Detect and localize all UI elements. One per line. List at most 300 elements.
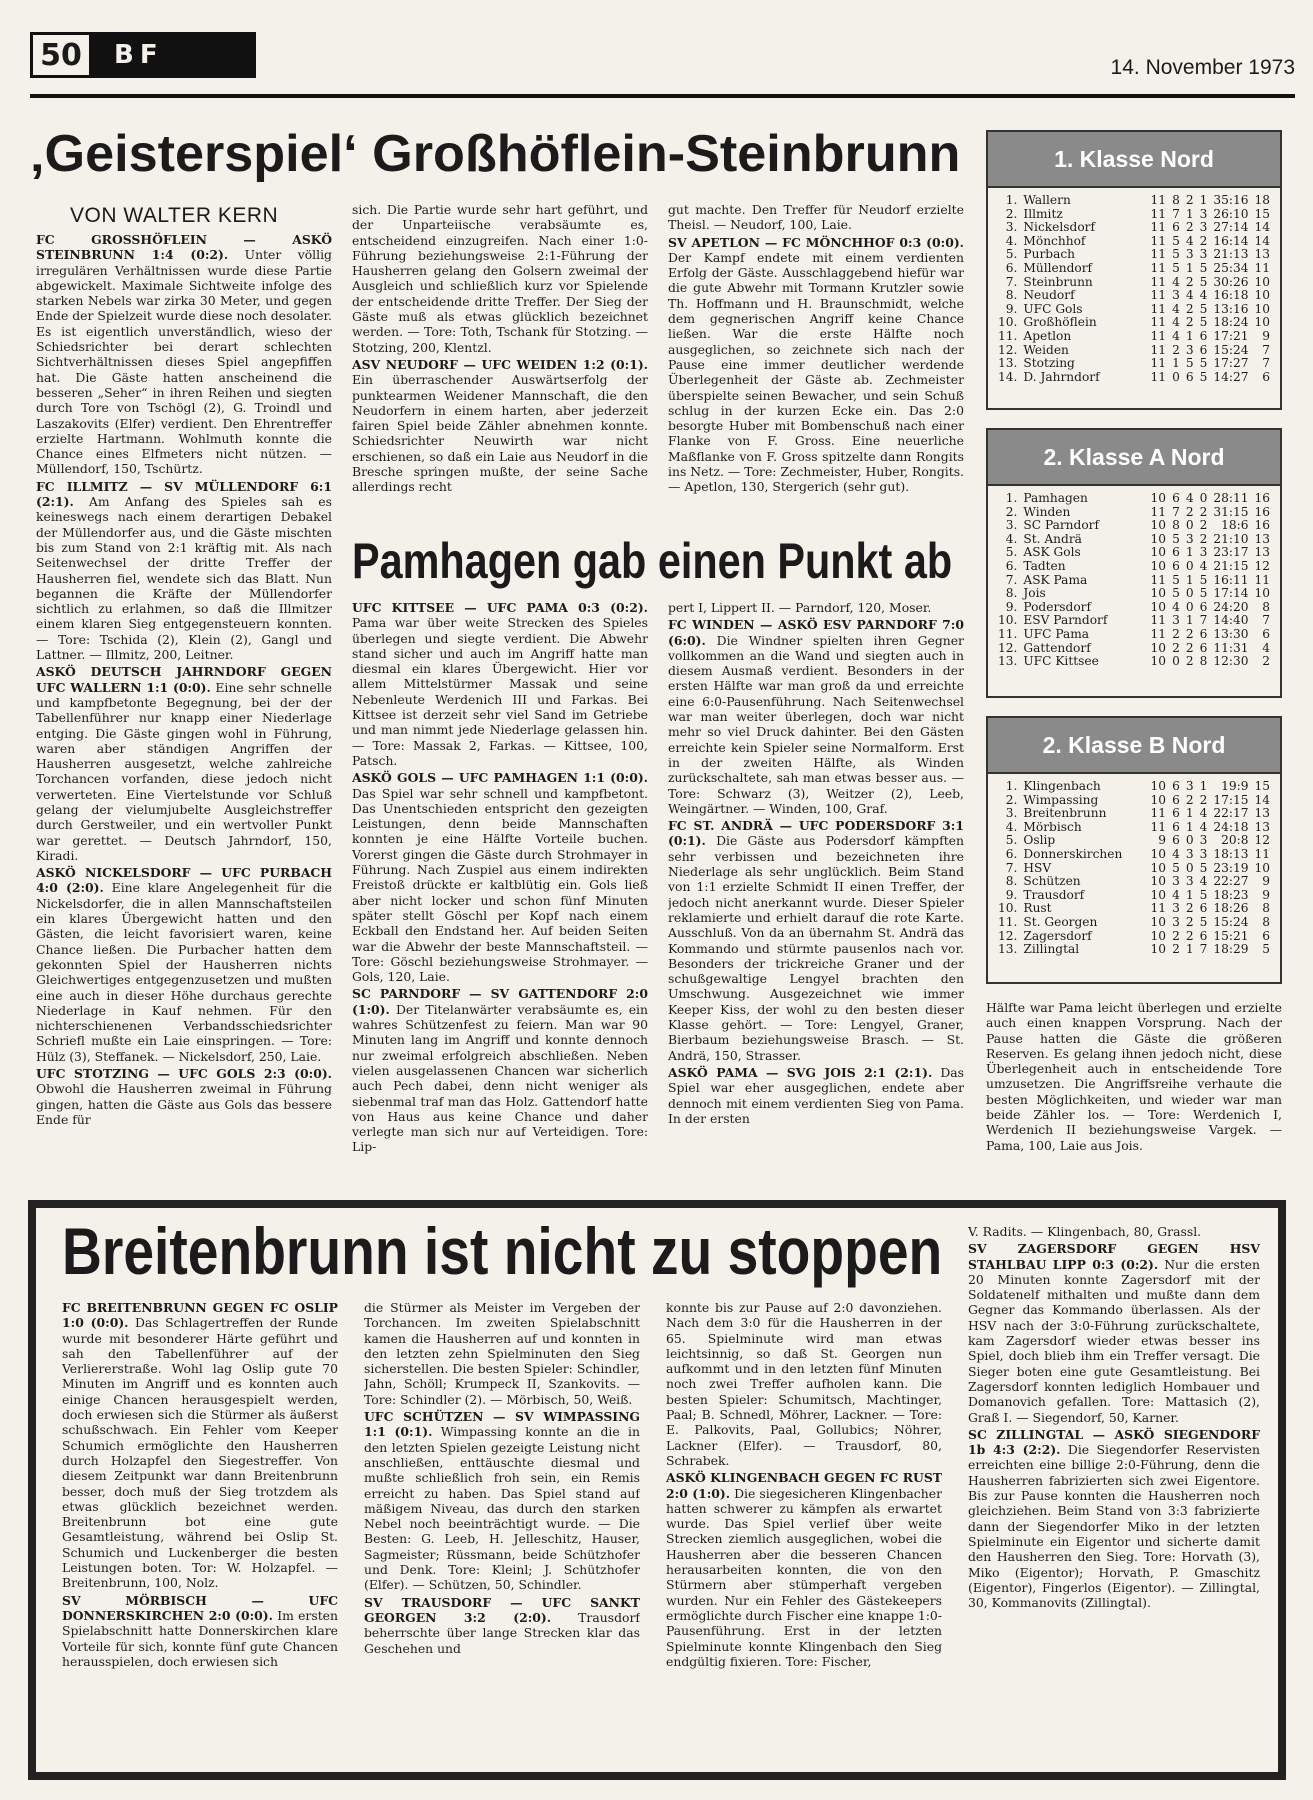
goals-cell: 20:8: [1221, 833, 1249, 848]
played-cell: 11: [1150, 626, 1167, 641]
drawn-cell: 0: [1185, 518, 1194, 533]
article-paragraph: [968, 1241, 1260, 1425]
played-cell: 9: [1158, 833, 1167, 848]
article-paragraph: [668, 235, 964, 495]
table-2-klasse-a-nord: [986, 428, 1282, 698]
won-cell: 4: [1172, 887, 1180, 902]
team-cell: Wallern: [1023, 193, 1071, 207]
won-cell: 5: [1172, 860, 1180, 875]
drawn-cell: 1: [1185, 613, 1194, 628]
played-cell: 11: [1150, 613, 1167, 628]
lost-cell: 4: [1199, 558, 1208, 573]
won-cell: 6: [1172, 792, 1180, 807]
rank-cell: 2.: [1005, 792, 1018, 807]
won-cell: 8: [1172, 193, 1180, 207]
table-row: [998, 316, 1270, 330]
won-cell: 6: [1172, 220, 1180, 235]
won-cell: 2: [1172, 626, 1180, 641]
table-row: [998, 794, 1270, 808]
rank-cell: 8.: [1005, 586, 1018, 601]
lost-cell: 2: [1199, 233, 1208, 248]
rank-cell: 8.: [1005, 288, 1018, 303]
team-cell: Neudorf: [1023, 288, 1075, 303]
points-cell: 9: [1262, 874, 1270, 889]
rank-cell: 2.: [1005, 206, 1018, 221]
lost-cell: 6: [1199, 626, 1208, 641]
goals-cell: 15:24: [1213, 914, 1249, 929]
table-row: [998, 642, 1270, 656]
won-cell: 4: [1172, 328, 1180, 343]
table-row: [998, 587, 1270, 601]
table-row: [998, 875, 1270, 889]
match-report: die Stürmer als Meister im Vergeben der Torchancen. Im zweiten Spielabschnitt kamen die Hausherren auf und konnten in den letzten zehn Spielminuten den Sieg sicherstellen. Die besten Spieler: Schindler, Jahn, Schöll; Krumpeck II, Szankovits. — Tore: Schindler (2). — Mörbisch, 50, Weiß.: [364, 1300, 640, 1407]
points-cell: 7: [1262, 356, 1270, 371]
points-cell: 13: [1254, 806, 1270, 821]
drawn-cell: 2: [1185, 901, 1194, 916]
match-report: gut machte. Den Treffer für Neudorf erzielte Theisl. — Neudorf, 100, Laie.: [668, 202, 964, 233]
points-cell: 15: [1254, 206, 1270, 221]
team-cell: HSV: [1023, 860, 1052, 875]
article1-column-1: [36, 232, 332, 1164]
points-cell: 11: [1254, 260, 1270, 275]
match-report: Obwohl die Hausherren zweimal in Führung gingen, hatten die Gäste aus Gols das bessere Ende für: [36, 1081, 332, 1127]
drawn-cell: 3: [1185, 846, 1194, 861]
team-cell: Donnerskirchen: [1023, 846, 1123, 861]
lost-cell: 6: [1199, 928, 1208, 943]
lost-cell: 2: [1199, 531, 1208, 546]
played-cell: 10: [1150, 586, 1167, 601]
table-row: [998, 371, 1270, 385]
match-report: Am Anfang des Spieles sah es keineswegs nach einem derartigen Debakel der Müllendorfer aus, und die Gäste mischten bis zum Stand von 2:1 kräftig mit. Als nach Seitenwechsel der dritte Treffer der Hausherren fiel, wendete sich das Blatt. Nun begannen die Kräfte der Müllendorfer sichtlich zu erlahmen, so daß die Illmitzer einem klaren Sieg entgegensteuern konnten. — Tore: Tschida (2), Klein (2), Gangl und Lattner. — Illmitz, 200, Leitner.: [36, 494, 332, 663]
rank-cell: 1.: [1005, 779, 1018, 793]
lost-cell: 6: [1199, 640, 1208, 655]
article1-headline: ‚Geisterspiel‘ Großhöflein-Steinbrunn: [30, 125, 961, 183]
match-heading: SC PARNDORF — SV GATTENDORF 2:0 (1:0).: [352, 986, 648, 1017]
team-cell: Mönchhof: [1023, 233, 1086, 248]
won-cell: 8: [1172, 518, 1180, 533]
drawn-cell: 5: [1185, 356, 1194, 371]
match-report: Der Kampf endete mit einem verdienten Erfolg der Gäste. Ausschlaggebend hiefür war die gute Abwehr mit Tormann Krutzler sowie Th. Hoffmann und H. Braunschmidt, welche dem gegnerischen Angriff keine Chance ließen. War die erste Hälfte noch ausgeglichen, so zeichnete sich nach der Pause eine immer deutlicher werdende Überlegenheit der Gäste ab. Zechmeister überspielte seinen Bewacher, und sein Schuß schlug in der kurzen Ecke ein. Das 2:0 besorgte Huber mit Bombenschuß nach einer Flanke von F. Gross. Eine neuerliche Maßflanke von F. Gross spitzelte dann Rongits ins Netz. — Tore: Zechmeister, Huber, Rongits. — Apetlon, 130, Stergerich (sehr gut).: [668, 249, 964, 495]
played-cell: 11: [1150, 288, 1167, 303]
drawn-cell: 2: [1185, 928, 1194, 943]
played-cell: 11: [1150, 301, 1167, 316]
played-cell: 10: [1150, 887, 1167, 902]
won-cell: 4: [1172, 301, 1180, 316]
won-cell: 6: [1172, 779, 1180, 793]
played-cell: 11: [1150, 806, 1167, 821]
issue-date: 14. November 1973: [1110, 56, 1295, 79]
team-cell: Weiden: [1023, 342, 1069, 357]
team-cell: Rust: [1023, 901, 1052, 916]
rank-cell: 1.: [1005, 491, 1018, 505]
drawn-cell: 3: [1185, 342, 1194, 357]
points-cell: 13: [1254, 247, 1270, 262]
lost-cell: 2: [1199, 518, 1208, 533]
table-row: [998, 533, 1270, 547]
goals-cell: 16:18: [1213, 288, 1249, 303]
article-paragraph: [352, 986, 648, 1154]
played-cell: 10: [1150, 599, 1167, 614]
lost-cell: 5: [1199, 586, 1208, 601]
lost-cell: 3: [1199, 833, 1208, 848]
won-cell: 2: [1172, 640, 1180, 655]
points-cell: 7: [1262, 342, 1270, 357]
rank-cell: 12.: [998, 640, 1018, 655]
goals-cell: 18:23: [1213, 887, 1249, 902]
table-row: [998, 889, 1270, 903]
played-cell: 11: [1150, 315, 1167, 330]
lost-cell: 5: [1199, 369, 1208, 384]
won-cell: 4: [1172, 274, 1180, 289]
rank-cell: 6.: [1005, 846, 1018, 861]
points-cell: 14: [1254, 220, 1270, 235]
article-paragraph: [968, 1427, 1260, 1611]
rank-cell: 11.: [998, 626, 1018, 641]
drawn-cell: 1: [1185, 206, 1194, 221]
rank-cell: 5.: [1005, 247, 1018, 262]
lost-cell: 5: [1199, 356, 1208, 371]
team-cell: Pamhagen: [1023, 491, 1088, 505]
standings-table: [998, 194, 1270, 384]
points-cell: 13: [1254, 545, 1270, 560]
won-cell: 2: [1172, 342, 1180, 357]
team-cell: ASK Gols: [1023, 545, 1081, 560]
goals-cell: 22:17: [1213, 806, 1249, 821]
won-cell: 5: [1172, 531, 1180, 546]
goals-cell: 18:6: [1221, 518, 1249, 533]
points-cell: 10: [1254, 274, 1270, 289]
goals-cell: 11:31: [1213, 640, 1249, 655]
points-cell: 10: [1254, 586, 1270, 601]
table-row: [998, 916, 1270, 930]
rank-cell: 11.: [998, 328, 1018, 343]
article-paragraph: [36, 664, 332, 863]
drawn-cell: 0: [1185, 599, 1194, 614]
played-cell: 10: [1150, 491, 1167, 505]
played-cell: 10: [1150, 846, 1167, 861]
team-cell: D. Jahrndorf: [1023, 369, 1100, 384]
won-cell: 6: [1172, 558, 1180, 573]
played-cell: 10: [1150, 640, 1167, 655]
drawn-cell: 2: [1185, 792, 1194, 807]
rank-cell: 5.: [1005, 833, 1018, 848]
team-cell: Breitenbrunn: [1023, 806, 1107, 821]
table-row: [998, 560, 1270, 574]
points-cell: 13: [1254, 819, 1270, 834]
points-cell: 12: [1254, 833, 1270, 848]
article-paragraph: [36, 865, 332, 1064]
team-cell: Illmitz: [1023, 206, 1063, 221]
won-cell: 2: [1172, 942, 1180, 957]
match-heading: FC ST. ANDRÄ — UFC PODERSDORF 3:1 (0:1).: [668, 818, 964, 849]
article-paragraph: [364, 1409, 640, 1593]
goals-cell: 21:13: [1213, 247, 1249, 262]
match-heading: FC BREITENBRUNN GEGEN FC OSLIP 1:0 (0:0).: [62, 1300, 338, 1331]
team-cell: Nickelsdorf: [1023, 220, 1096, 235]
rank-cell: 9.: [1005, 599, 1018, 614]
team-cell: Jois: [1023, 586, 1046, 601]
played-cell: 11: [1150, 819, 1167, 834]
article3-column-3: [666, 1300, 942, 1764]
team-cell: Tadten: [1023, 558, 1066, 573]
table-row: [998, 601, 1270, 615]
drawn-cell: 4: [1185, 233, 1194, 248]
match-heading: FC WINDEN — ASKÖ ESV PARNDORF 7:0 (6:0).: [668, 617, 964, 648]
table-row: [998, 262, 1270, 276]
article-paragraph: [352, 202, 648, 355]
team-cell: Stotzing: [1023, 356, 1075, 371]
rank-cell: 1.: [1005, 193, 1018, 207]
won-cell: 5: [1172, 260, 1180, 275]
points-cell: 11: [1254, 572, 1270, 587]
drawn-cell: 2: [1185, 315, 1194, 330]
article-paragraph: [36, 1066, 332, 1127]
match-heading: SV TRAUSDORF — UFC SANKT GEORGEN 3:2 (2:0).: [364, 1594, 640, 1625]
played-cell: 10: [1150, 518, 1167, 533]
match-report: Unter völlig irregulären Verhältnissen wurde diese Partie abgewickelt. Maximale Sichtweite infolge des starken Nebels war zirka 30 Meter, und gegen Ende der Spielzeit wurde diese noch desolater. Es ist eigentlich unverständlich, wieso der Schiedsrichter bei derart schlechten Sichtverhältnissen dieses Spiel angepfiffen hat. Die Gäste hatten anscheinend die besseren „Seher“ in ihren Reihen und siegten durch Tore von Tschögl (2), G. Troindl und Laszakovits (Elfer) verdient. Den Ehrentreffer erzielte Hartmann. Wohlmuth konnte die Chance eines Elfmeters nicht nützen. — Müllendorf, 150, Tschürtz.: [36, 247, 332, 477]
points-cell: 14: [1254, 233, 1270, 248]
lost-cell: 3: [1199, 545, 1208, 560]
points-cell: 8: [1262, 599, 1270, 614]
table-title: 2. Klasse B Nord: [986, 716, 1282, 774]
table-title: 2. Klasse A Nord: [986, 428, 1282, 486]
played-cell: 11: [1150, 504, 1167, 519]
rank-cell: 12.: [998, 928, 1018, 943]
points-cell: 10: [1254, 315, 1270, 330]
team-cell: Purbach: [1023, 247, 1076, 262]
rank-cell: 13.: [998, 942, 1018, 957]
lost-cell: 3: [1199, 206, 1208, 221]
lost-cell: 3: [1199, 247, 1208, 262]
table-row: [998, 862, 1270, 876]
goals-cell: 23:19: [1213, 860, 1249, 875]
points-cell: 5: [1262, 942, 1270, 957]
points-cell: 6: [1262, 369, 1270, 384]
article3-headline: Breitenbrunn ist nicht zu stoppen: [62, 1214, 943, 1288]
goals-cell: 14:27: [1213, 369, 1249, 384]
rank-cell: 4.: [1005, 819, 1018, 834]
points-cell: 2: [1262, 654, 1270, 669]
drawn-cell: 2: [1185, 626, 1194, 641]
points-cell: 15: [1254, 779, 1270, 793]
drawn-cell: 1: [1185, 819, 1194, 834]
lost-cell: 2: [1199, 504, 1208, 519]
match-heading: ASKÖ NICKELSDORF — UFC PURBACH 4:0 (2:0).: [36, 865, 332, 896]
article2-headline: Pamhagen gab einen Punkt ab: [352, 533, 953, 589]
goals-cell: 13:30: [1213, 626, 1249, 641]
drawn-cell: 0: [1185, 833, 1194, 848]
rank-cell: 10.: [998, 613, 1018, 628]
article-paragraph: [668, 202, 964, 233]
goals-cell: 18:29: [1213, 942, 1249, 957]
played-cell: 10: [1150, 792, 1167, 807]
lost-cell: 7: [1199, 613, 1208, 628]
played-cell: 11: [1150, 901, 1167, 916]
match-report: Die siegesicheren Klingenbacher hatten schwerer zu kämpfen als erwartet wurde. Das Spiel verlief über weite Strecken ziemlich ausgeglichen, wobei die Hausherren aber die besseren Chancen herausarbeiten konnten, die von den Stürmern aber stümperhaft vergeben wurden. Nur ein Fehler des Gästekeepers ermöglichte durch Fischer eine knappe 1:0-Pausenführung. Erst in der letzten Spielminute konnte Klingenbach den Sieg endgültig fixieren. Tore: Fischer,: [666, 1485, 942, 1669]
won-cell: 2: [1172, 928, 1180, 943]
points-cell: 8: [1262, 901, 1270, 916]
played-cell: 11: [1150, 220, 1167, 235]
won-cell: 3: [1172, 613, 1180, 628]
won-cell: 0: [1172, 369, 1180, 384]
points-cell: 14: [1254, 792, 1270, 807]
goals-cell: 19:9: [1221, 779, 1249, 793]
table-row: [998, 519, 1270, 533]
section-label: BF: [90, 32, 256, 78]
team-cell: Trausdorf: [1023, 887, 1085, 902]
article1-column-3: [668, 202, 964, 522]
played-cell: 11: [1150, 193, 1167, 207]
match-report: Die Gäste aus Podersdorf kämpften sehr verbissen und bezeichneten ihre Niederlage als sehr unglücklich. Beim Stand von 1:1 erzielte Schmidt II einen Treffer, der jedoch nicht anerkannt wurde. Dieser Spieler reklamierte und erhielt darauf die rote Karte. Ausschluß. Von da an übernahm St. Andrä das Kommando und stürmte pausenlos nach vor. Besonders der trickreiche Graner und der schußgewaltige Lengyel brachten den Umschwung. Ausgezeichnet wie immer Keeper Kiss, der wohl zu den besten dieser Klasse gehört. — Tore: Lengyel, Graner, Bierbaum beziehungsweise Brasch. — St. Andrä, 150, Strasser.: [668, 833, 964, 1063]
rank-cell: 3.: [1005, 518, 1018, 533]
rank-cell: 11.: [998, 914, 1018, 929]
goals-cell: 12:30: [1213, 654, 1249, 669]
table-2-klasse-b-nord: [986, 716, 1282, 984]
article-paragraph: [666, 1470, 942, 1669]
goals-cell: 14:40: [1213, 613, 1249, 628]
goals-cell: 16:11: [1213, 572, 1249, 587]
goals-cell: 25:34: [1213, 260, 1249, 275]
team-cell: Großhöflein: [1023, 315, 1097, 330]
goals-cell: 21:10: [1213, 531, 1249, 546]
match-heading: FC ILLMITZ — SV MÜLLENDORF 6:1 (2:1).: [36, 478, 332, 510]
team-cell: ASK Pama: [1023, 572, 1088, 587]
table-row: [998, 492, 1270, 506]
drawn-cell: 1: [1185, 887, 1194, 902]
match-report: pert I, Lippert II. — Parndorf, 120, Moser.: [668, 600, 932, 615]
drawn-cell: 2: [1185, 504, 1194, 519]
goals-cell: 35:16: [1213, 193, 1249, 207]
article-paragraph: [352, 600, 648, 768]
drawn-cell: 0: [1185, 860, 1194, 875]
played-cell: 10: [1150, 914, 1167, 929]
goals-cell: 18:24: [1213, 315, 1249, 330]
article1-column-2: [352, 202, 648, 522]
drawn-cell: 1: [1185, 572, 1194, 587]
article3-column-1: [62, 1300, 338, 1764]
played-cell: 11: [1150, 206, 1167, 221]
team-cell: Klingenbach: [1023, 779, 1101, 793]
match-report: Das Schlagertreffen der Runde wurde mit besonderer Härte geführt und sah den Tabellenführer auf der Verliererstraße. Wohl lag Oslip gute 70 Minuten im Angriff und es konnten auch einige Chancen herausgespielt werden, doch erwiesen sich die Stürmer als äußerst schußschwach. Ein Fehler vom Keeper Schumich ermöglichte den Hausherren durch Holzapfel den Siegestreffer. Von diesem Zeitpunkt war dann Breitenbrunn besser, doch muß der Sieg trotzdem als etwas glücklich bezeichnet werden. Breitenbrunn bot eine gute Gesamtleistung, während bei Oslip St. Schumich und Luckenberger die besten Leistungen boten. Tor: W. Holzapfel. — Breitenbrunn, 100, Nolz.: [62, 1315, 338, 1591]
table-row: [998, 574, 1270, 588]
table-row: [998, 655, 1270, 669]
match-report: Im ersten Spielabschnitt hatte Donnerskirchen klare Vorteile für sich, konnte fünf gute Chancen herausspielen, doch erwiesen sich: [62, 1607, 338, 1669]
rank-cell: 3.: [1005, 806, 1018, 821]
table-row: [998, 902, 1270, 916]
match-heading: UFC KITTSEE — UFC PAMA 0:3 (0:2).: [352, 600, 648, 615]
match-report: Ein überraschender Auswärtserfolg der punktearmen Weidener Mannschaft, die den Neudorfern in einem harten, aber jederzeit fairen Spiel beide Zähler abnehmen konnte. Schiedsrichter Neuwirth war nicht erschienen, so daß ein Laie aus Neudorf in die Bresche springen mußte, der seine Sache allerdings recht: [352, 372, 648, 495]
played-cell: 11: [1150, 233, 1167, 248]
lost-cell: 5: [1199, 301, 1208, 316]
goals-cell: 18:13: [1213, 846, 1249, 861]
points-cell: 9: [1262, 887, 1270, 902]
match-heading: UFC SCHÜTZEN — SV WIMPASSING 1:1 (0:1).: [364, 1409, 640, 1440]
played-cell: 10: [1150, 874, 1167, 889]
drawn-cell: 2: [1185, 274, 1194, 289]
rank-cell: 3.: [1005, 220, 1018, 235]
drawn-cell: 4: [1185, 288, 1194, 303]
table-row: [998, 780, 1270, 794]
match-report: sich. Die Partie wurde sehr hart geführt, und der Unparteiische verabsäumte es, entscheidend einzugreifen. Nach einer 1:0-Führung beziehungsweise 2:1-Führung der Hausherren gelang den Golsern zweimal der Ausgleich und schließlich kurz vor Spielende der entscheidende dritte Treffer. Der Sieg der Gäste muß als etwas glücklich bezeichnet werden. — Tore: Toth, Tschank für Stotzing. — Stotzing, 200, Klentzl.: [352, 202, 648, 355]
lost-cell: 5: [1199, 572, 1208, 587]
points-cell: 6: [1262, 928, 1270, 943]
goals-cell: 16:14: [1213, 233, 1249, 248]
goals-cell: 17:15: [1213, 792, 1249, 807]
article2-column-2: [668, 600, 964, 1166]
article2-column-3: [986, 1000, 1282, 1166]
played-cell: 10: [1150, 558, 1167, 573]
rank-cell: 5.: [1005, 545, 1018, 560]
match-heading: SV ZAGERSDORF GEGEN HSV STAHLBAU LIPP 0:3 (0:2).: [968, 1241, 1260, 1272]
points-cell: 6: [1262, 626, 1270, 641]
rank-cell: 9.: [1005, 887, 1018, 902]
played-cell: 11: [1150, 328, 1167, 343]
table-row: [998, 821, 1270, 835]
team-cell: Zagersdorf: [1023, 928, 1092, 943]
table-row: [998, 357, 1270, 371]
table-row: [998, 276, 1270, 290]
won-cell: 7: [1172, 504, 1180, 519]
played-cell: 11: [1150, 260, 1167, 275]
goals-cell: 26:10: [1213, 206, 1249, 221]
table-title: 1. Klasse Nord: [986, 130, 1282, 188]
table-row: [998, 943, 1270, 957]
match-heading: SV MÖRBISCH — UFC DONNERSKIRCHEN 2:0 (0:0).: [62, 1592, 338, 1623]
article-paragraph: [968, 1224, 1260, 1239]
goals-cell: 15:21: [1213, 928, 1249, 943]
table-row: [998, 834, 1270, 848]
team-cell: ESV Parndorf: [1023, 613, 1108, 628]
won-cell: 6: [1172, 833, 1180, 848]
team-cell: Winden: [1023, 504, 1071, 519]
played-cell: 10: [1150, 779, 1167, 793]
drawn-cell: 2: [1185, 654, 1194, 669]
points-cell: 16: [1254, 518, 1270, 533]
table-row: [998, 614, 1270, 628]
played-cell: 10: [1150, 545, 1167, 560]
team-cell: Podersdorf: [1023, 599, 1092, 614]
team-cell: SC Parndorf: [1023, 518, 1100, 533]
drawn-cell: 2: [1185, 220, 1194, 235]
drawn-cell: 6: [1185, 369, 1194, 384]
standings-table: [998, 492, 1270, 669]
won-cell: 7: [1172, 206, 1180, 221]
lost-cell: 2: [1199, 792, 1208, 807]
goals-cell: 23:17: [1213, 545, 1249, 560]
table-row: [998, 248, 1270, 262]
lost-cell: 4: [1199, 819, 1208, 834]
points-cell: 9: [1262, 328, 1270, 343]
points-cell: 8: [1262, 914, 1270, 929]
match-heading: ASKÖ GOLS — UFC PAMHAGEN 1:1 (0:0).: [352, 770, 648, 786]
rank-cell: 7.: [1005, 274, 1018, 289]
article-paragraph: [364, 1300, 640, 1407]
points-cell: 10: [1254, 860, 1270, 875]
match-report: Der Titelanwärter verabsäumte es, ein wahres Schützenfest zu feiern. Man war 90 Minuten lang im Angriff und konnte dennoch nur zweimal erfolgreich abschließen. Neben vielen ausgelassenen Chancen war sicherlich auch Pech dabei, denn nicht weniger als siebenmal traf man das Holz. Gattendorf hatte von Haus aus keine Chance und daher verlegte man sich nur auf Verteidigen. Tore: Lip-: [352, 1001, 648, 1155]
article-paragraph: [364, 1595, 640, 1656]
goals-cell: 31:15: [1213, 504, 1249, 519]
article-paragraph: [668, 1065, 964, 1126]
drawn-cell: 3: [1185, 247, 1194, 262]
played-cell: 11: [1150, 369, 1167, 384]
team-cell: Schützen: [1023, 874, 1081, 889]
points-cell: 7: [1262, 613, 1270, 628]
rank-cell: 14.: [998, 369, 1018, 384]
lost-cell: 6: [1199, 599, 1208, 614]
goals-cell: 18:26: [1213, 901, 1249, 916]
article2-column-1: [352, 600, 648, 1166]
article-paragraph: [352, 770, 648, 984]
